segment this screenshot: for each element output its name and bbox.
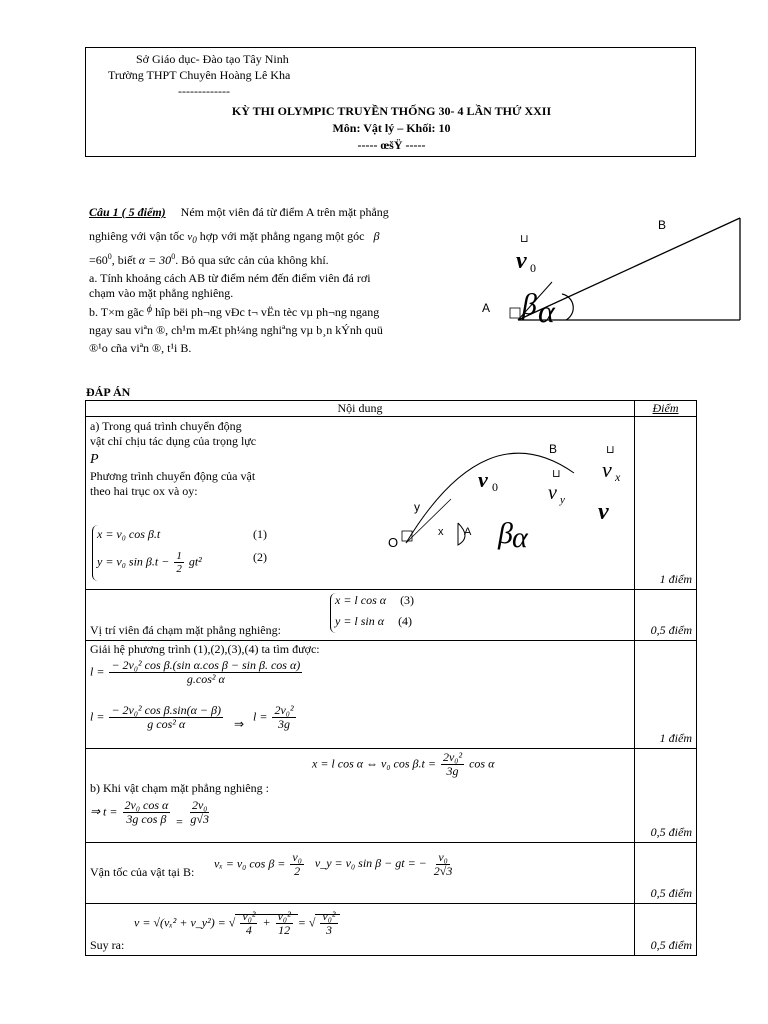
trajectory-alpha-label: α (512, 521, 528, 554)
header-dashes: ------------- (178, 84, 230, 98)
equation-4: y = l sin α (335, 614, 385, 628)
trajectory-a-label: A (464, 526, 472, 538)
t-numerator: 2v₀ cos α (124, 798, 169, 812)
row5-text: Vận tốc của vật tại B: (90, 865, 195, 879)
v0-symbol: v (187, 231, 193, 243)
vx-sub: x (615, 470, 621, 484)
l1-denominator: g.cos² α (186, 672, 225, 687)
row-4-content (86, 749, 635, 843)
row1-text-4: theo hai trục ox và oy: (90, 483, 198, 498)
row1-text-1: a) Trong quá trình chuyển động (90, 419, 242, 433)
v-term1-denominator: 4 (245, 923, 252, 938)
v-label: v (598, 499, 609, 525)
gravity-symbol: P (90, 452, 99, 467)
row-1-score (635, 417, 697, 590)
exam-title: KỲ THI OLYMPIC TRUYỀN THỐNG 30- 4 LẦN THỨ XXII (231, 104, 552, 118)
phi-symbol: ϕ (146, 303, 153, 315)
time-formula (90, 799, 213, 829)
angle-box (510, 308, 520, 318)
equation-2b: gt² (188, 554, 202, 569)
part-b-line-1b: hîp bëi ph¬ng vÐc t¬ vËn tèc vµ ph¬ng ngang (155, 304, 380, 319)
equations-system-1-2 (92, 525, 267, 581)
v-plus: + (262, 915, 271, 930)
length-formula-1 (90, 659, 304, 686)
vx-label: v (602, 457, 612, 482)
header-ornament: ----- œšŸ ----- (357, 138, 426, 152)
t-lhs: ⇒ t = (90, 804, 118, 819)
speed-formula: v = √(vₓ² + v_y²) = √ $\frac{\text{v₀²}}{4}$ + $\frac{\text{v₀²}}{12}$ = √ $\frac{\text{v₀²}}{3}$ (134, 910, 340, 937)
beta-symbol: β (373, 229, 380, 243)
trajectory-v0-sub: 0 (492, 480, 498, 494)
equation-2a: y = v₀ sin β.t − (97, 554, 170, 569)
vy-lhs: v_y = v₀ sin β − gt = − (314, 856, 427, 871)
question-line-3a: =60 (89, 252, 108, 267)
question-line-2b: hợp với mặt phẳng ngang một góc (199, 229, 365, 243)
half-num: 1 (176, 550, 182, 562)
question-line-3c: . Bỏ qua sức cản của không khí. (175, 252, 329, 267)
l2-numerator: − 2v₀² cos β.sin(α − β) (111, 703, 221, 717)
half-den: 2 (176, 563, 182, 576)
l3-numerator: 2v₀² (274, 703, 294, 717)
table-row (86, 417, 697, 590)
trajectory-b-label: B (549, 442, 558, 456)
answer-heading: ĐÁP ÁN (86, 385, 131, 399)
vy-numerator: v₀ (438, 850, 448, 864)
department-name: Sở Giáo dục- Đào tạo Tây Ninh (136, 52, 289, 66)
vx-numerator: v₀ (292, 850, 302, 864)
vy-denominator: 2√3 (433, 864, 453, 879)
v-term3-denominator: 3 (325, 923, 332, 938)
beta-label: β (522, 288, 537, 321)
row-5-content (86, 843, 635, 904)
row6-text: Suy ra: (90, 938, 125, 952)
score-value: 0,5 điểm (650, 886, 692, 900)
l3-lhs: l = (253, 709, 268, 724)
l1-numerator: − 2v₀² cos β.(sin α.cos β − sin β. cos α) (111, 658, 301, 672)
trajectory-beta-label: β (498, 517, 513, 550)
school-name: Trường THPT Chuyên Hoàng Lê Kha (108, 68, 291, 82)
incline-segment (406, 499, 451, 543)
v-term2-numerator: v₀² (277, 909, 291, 923)
eqx-lhs: x = l cos α ⇔ v₀ cos β.t = (312, 756, 436, 771)
trajectory-v0-label: v (478, 467, 488, 492)
alpha-label: α (538, 293, 555, 329)
row2-text: Vị trí viên đá chạm mặt phẳng nghiêng: (90, 623, 281, 637)
alpha-degree: 0 (171, 251, 176, 261)
row3-text: Giải hệ phương trình (1),(2),(3),(4) ta tìm được: (90, 642, 320, 656)
equation-3-number: (3) (400, 593, 415, 607)
y-axis-label: y (414, 500, 420, 514)
part-b-line-3: ®¹o cña viªn ®, t¹i B. (89, 340, 192, 355)
v-term3-numerator: v₀² (322, 909, 336, 923)
question-block (89, 205, 469, 356)
row-2-content (86, 590, 635, 641)
part-a-line-1: a. Tính khoảng cách AB từ điểm ném đến điểm viên đá rơi (89, 270, 371, 285)
vx-denominator: 2 (294, 864, 301, 879)
alpha-equation: α = 30 (138, 252, 172, 267)
vx-lhs: vₓ = v₀ cos β = (214, 856, 286, 871)
l2-denominator: g cos² α (147, 717, 186, 732)
equation-2-number: (2) (253, 550, 267, 564)
question-label: Câu 1 ( 5 điểm) (89, 205, 166, 219)
row-5-score (635, 843, 697, 904)
table-row (86, 641, 697, 749)
part-b-line-1: b. T×m gãc (89, 304, 144, 319)
table-row (86, 749, 697, 843)
vy-label: v (548, 482, 557, 504)
exam-header-box (85, 47, 696, 157)
t2-numerator: 2v₀ (191, 798, 208, 812)
t-equals: = (175, 814, 184, 829)
row-6-content (86, 904, 635, 956)
score-value: 0,5 điểm (650, 938, 692, 952)
equation-1-number: (1) (253, 527, 267, 541)
l3-denominator: 3g (278, 717, 291, 732)
arrow-mark: ⊔ (520, 233, 529, 245)
v0-subscript: 0 (192, 235, 197, 246)
row-2-score (635, 590, 697, 641)
x-axis-label: x (438, 526, 444, 538)
part-b-line-2: ngay sau viªn ®, ch¹m mÆt ph¼ng nghiªng vµ b¸n kÝnh quü (89, 322, 383, 337)
score-value: 1 điểm (659, 731, 692, 745)
equation-1: x = v₀ cos β.t (97, 527, 161, 541)
row-4-score (635, 749, 697, 843)
origin-label: O (388, 535, 399, 550)
l1-lhs: l = (90, 664, 105, 679)
v0-label: v (516, 248, 527, 274)
column-header-content: Nội dung (86, 401, 635, 417)
eqx-numerator: 2v₀² (442, 750, 463, 764)
velocity-components (214, 851, 456, 878)
vy-arrow-mark: ⊔ (552, 468, 561, 480)
row4-text: b) Khi vật chạm mặt phẳng nghiêng : (90, 781, 269, 795)
row-6-score (635, 904, 697, 956)
question-line-3b: , biết (111, 252, 136, 267)
t2-denominator: g√3 (190, 812, 209, 827)
score-value: 0,5 điểm (650, 623, 692, 637)
answer-table (85, 400, 697, 956)
score-value: 0,5 điểm (650, 825, 692, 839)
part-a-line-2: chạm vào mặt phẳng nghiêng. (89, 285, 234, 300)
row-3-score (635, 641, 697, 749)
trajectory-figure (316, 431, 636, 561)
eqx-denominator: 3g (446, 764, 459, 779)
hit-condition-equation (312, 751, 494, 778)
point-b-label: B (658, 218, 667, 232)
score-value: 1 điểm (659, 572, 692, 586)
v-lhs: v = √(vₓ² + v_y²) = (134, 915, 226, 930)
eqx-rhs: cos α (469, 756, 495, 771)
degree-mark: 0 (107, 251, 112, 261)
equation-4-number: (4) (398, 614, 413, 628)
v-term1-numerator: v₀² (242, 909, 256, 923)
inclined-plane-figure (480, 210, 750, 330)
implies-arrow: ⇒ (233, 717, 245, 732)
t-denominator: 3g cos β (126, 812, 167, 827)
row1-text-2: vật chỉ chịu tác dụng của trọng lực (90, 434, 257, 448)
vx-arrow-mark: ⊔ (606, 444, 615, 456)
question-line-1: Ném một viên đá từ điểm A trên mặt phẳng (180, 205, 389, 219)
table-row (86, 590, 697, 641)
equations-system-3-4 (330, 593, 414, 633)
v-term2-denominator: 12 (278, 923, 291, 938)
equation-3: x = l cos α (335, 593, 387, 607)
length-formula-2 (90, 704, 298, 732)
exam-subject: Môn: Vật lý – Khối: 10 (332, 121, 451, 135)
row-1-content (86, 417, 635, 590)
table-row (86, 843, 697, 904)
row-3-content (86, 641, 635, 749)
v0-label-sub: 0 (530, 261, 536, 275)
question-line-2a: nghiêng với vận tốc (89, 229, 185, 243)
table-row (86, 904, 697, 956)
vy-sub: y (560, 494, 565, 506)
point-a-label: A (482, 301, 491, 315)
column-header-score: Điểm (635, 401, 697, 417)
row1-text-3: Phương trình chuyển động của vật (90, 468, 256, 483)
l2-lhs: l = (90, 709, 105, 724)
v-equals: = (297, 915, 306, 930)
